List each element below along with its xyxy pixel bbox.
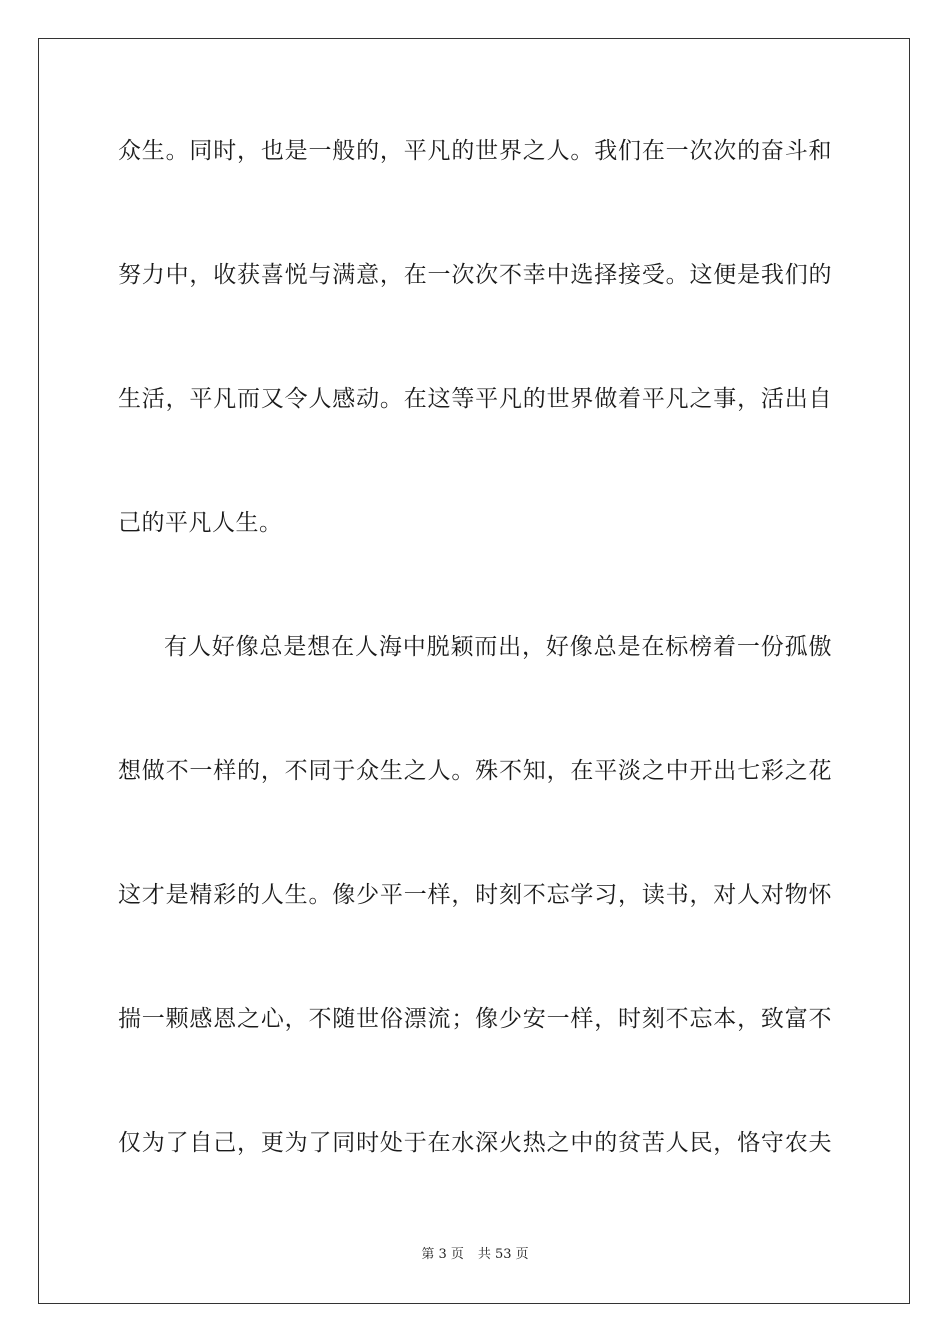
- paragraph-line: 努力中，收获喜悦与满意，在一次次不幸中选择接受。这便是我们的: [118, 262, 832, 288]
- paragraph-line: 生活，平凡而又令人感动。在这等平凡的世界做着平凡之事，活出自: [118, 386, 832, 412]
- page-total: 共 53 页: [477, 1247, 529, 1262]
- paragraph-line: 揣一颗感恩之心，不随世俗漂流；像少安一样，时刻不忘本，致富不: [118, 1006, 832, 1032]
- paragraph-line: 仅为了自己，更为了同时处于在水深火热之中的贫苦人民，恪守农夫: [118, 1130, 832, 1156]
- page-number: 第 3 页: [421, 1247, 464, 1262]
- page-border: [38, 38, 910, 1304]
- paragraph-line: 这才是精彩的人生。像少平一样，时刻不忘学习，读书，对人对物怀: [118, 882, 832, 908]
- page-footer: [0, 1247, 950, 1263]
- paragraph-line: 有人好像总是想在人海中脱颖而出，好像总是在标榜着一份孤傲: [164, 634, 832, 660]
- paragraph-line: 想做不一样的，不同于众生之人。殊不知，在平淡之中开出七彩之花: [118, 758, 832, 784]
- paragraph-line: 众生。同时，也是一般的，平凡的世界之人。我们在一次次的奋斗和: [118, 138, 832, 164]
- paragraph-line: 己的平凡人生。: [118, 510, 283, 536]
